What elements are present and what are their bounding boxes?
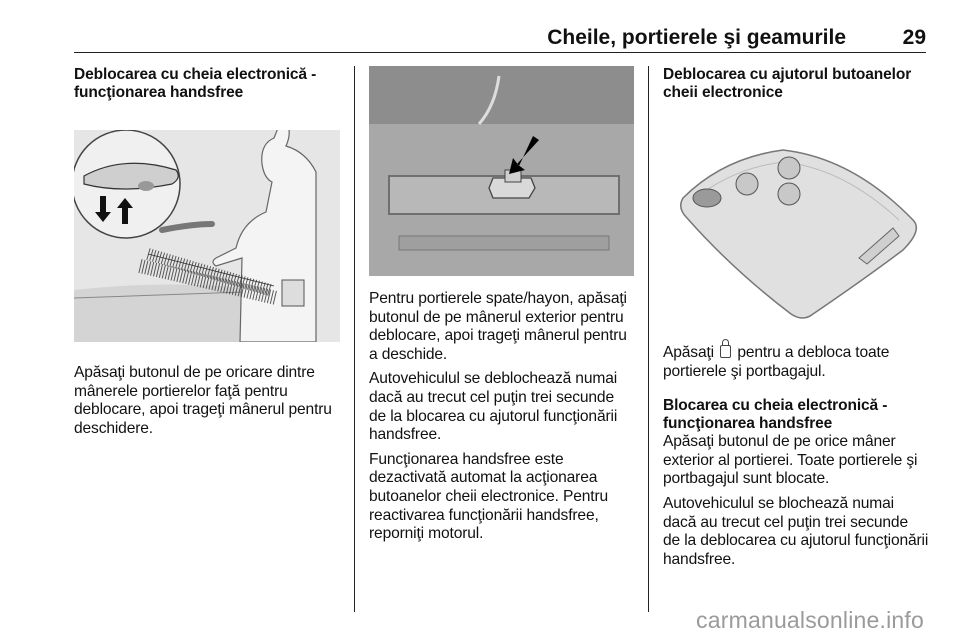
column-divider: [354, 66, 355, 612]
paragraph: Apăsaţi pentru a debloca toate portierele şi portbagajul.: [663, 344, 890, 380]
section-heading-handsfree-lock: Blocarea cu cheia electronică - funcţionarea handsfree: [663, 397, 888, 433]
paragraph: Apăsaţi butonul de pe orice mâner exterior al portierei. Toate portierele şi portbagajul sunt blocate.: [663, 433, 918, 488]
paragraph: Autovehiculul se blochează numai dacă au trecut cel puţin trei secunde de la deblocarea cu ajutorul funcţionării handsfree.: [663, 494, 929, 568]
paragraph: Pentru portierele spate/hayon, apăsaţi butonul de pe mânerul exterior pentru deblocare, apoi trageţi mânerul pentru a deschide.: [369, 290, 627, 363]
column-left: [74, 66, 340, 444]
watermark: carmanualsonline.info: [696, 607, 924, 633]
rear-door-handle-illustration: [369, 66, 634, 276]
paragraph: Apăsaţi butonul de pe oricare dintre mânerele portierelor faţă pentru deblocare, apoi trageţi mânerul pentru deschidere.: [74, 364, 332, 437]
section-heading-handsfree-unlock: Deblocarea cu cheia electronică - funcţionarea handsfree: [74, 66, 317, 101]
paragraph: Funcţionarea handsfree este dezactivată automat la acţionarea butoanelor cheii electronice. Pentru reactivarea funcţionării handsfree, reporniţi motorul.: [369, 450, 609, 543]
page-header: [74, 0, 926, 53]
unlock-icon: [720, 345, 731, 358]
paragraph: Autovehiculul se deblochează numai dacă au trecut cel puţin trei secunde de la blocarea cu ajutorul funcţionării handsfree.: [369, 370, 618, 444]
column-divider: [648, 66, 649, 612]
column-right: [663, 66, 929, 575]
door-handle-handsfree-illustration: [74, 130, 340, 342]
page-number: 29: [902, 26, 926, 49]
section-heading-key-buttons-unlock: Deblocarea cu ajutorul butoanelor cheii electronice: [663, 66, 912, 101]
column-middle: [369, 66, 634, 550]
electronic-key-card-illustration: [663, 110, 929, 324]
page-title: Cheile, portierele şi geamurile: [547, 26, 846, 49]
